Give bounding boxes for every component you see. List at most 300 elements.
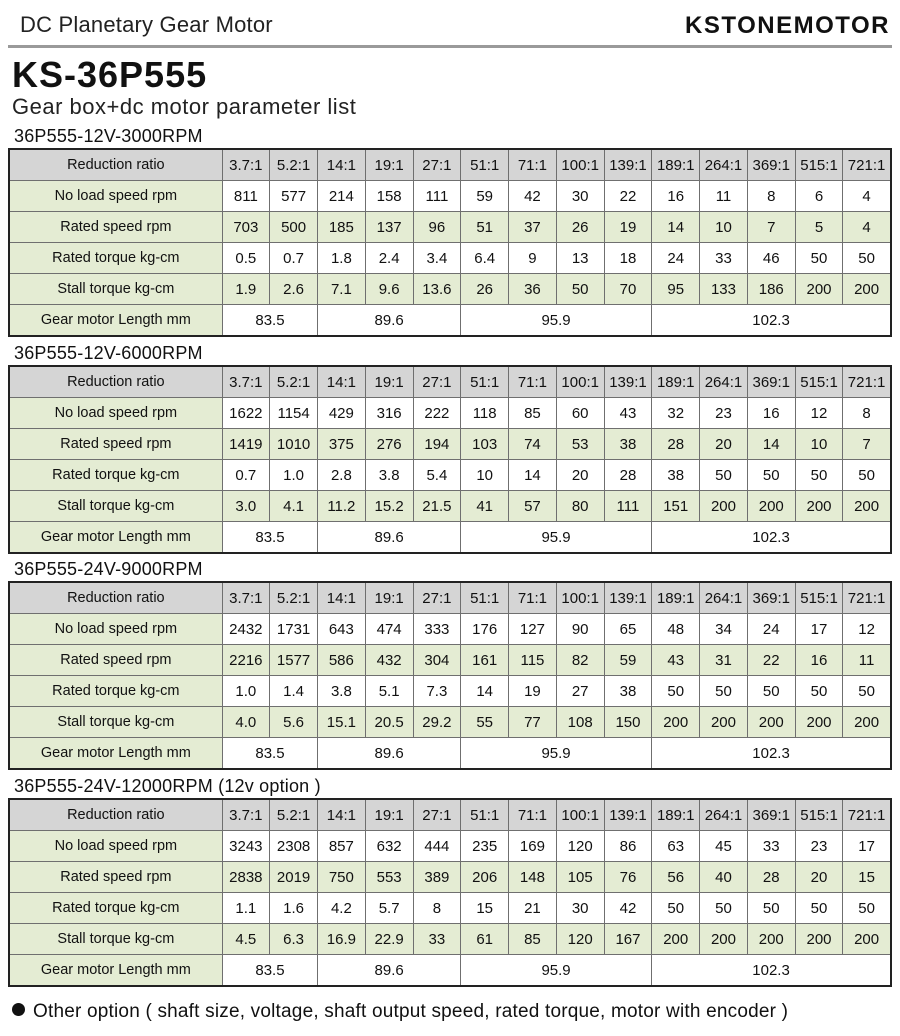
ratio-row — [9, 582, 891, 614]
ratio-row — [9, 149, 891, 181]
length-cell: 102.3 — [652, 305, 891, 337]
table-title: 36P555-12V-3000RPM — [14, 126, 203, 146]
value-cell: 50 — [795, 243, 842, 274]
ratio-cell: 139:1 — [604, 582, 651, 614]
value-cell: 643 — [318, 614, 365, 645]
row-label: Gear motor Length mm — [9, 955, 222, 987]
value-cell: 33 — [747, 831, 795, 862]
value-cell: 42 — [604, 893, 651, 924]
ratio-cell: 5.2:1 — [269, 366, 317, 398]
value-cell: 43 — [652, 645, 700, 676]
row-label: Gear motor Length mm — [9, 522, 222, 554]
table-title: 36P555-12V-6000RPM — [14, 343, 203, 363]
value-cell: 2216 — [222, 645, 269, 676]
value-cell: 276 — [365, 429, 413, 460]
value-cell: 50 — [747, 893, 795, 924]
value-cell: 185 — [318, 212, 365, 243]
value-cell: 200 — [700, 924, 747, 955]
value-cell: 80 — [556, 491, 604, 522]
page-subtitle: Gear box+dc motor parameter list — [12, 94, 357, 119]
value-cell: 50 — [700, 676, 747, 707]
value-cell: 0.7 — [222, 460, 269, 491]
category-title: DC Planetary Gear Motor — [20, 12, 273, 37]
value-cell: 577 — [269, 181, 317, 212]
value-cell: 23 — [700, 398, 747, 429]
value-cell: 16 — [795, 645, 842, 676]
ratio-cell: 3.7:1 — [222, 366, 269, 398]
stall-torque-row — [9, 491, 891, 522]
value-cell: 20.5 — [365, 707, 413, 738]
length-row — [9, 738, 891, 770]
value-cell: 3.4 — [413, 243, 460, 274]
rated-speed-row — [9, 212, 891, 243]
value-cell: 161 — [461, 645, 509, 676]
spec-table — [8, 798, 892, 987]
ratio-cell: 189:1 — [652, 149, 700, 181]
value-cell: 1.8 — [318, 243, 365, 274]
value-cell: 3.8 — [318, 676, 365, 707]
table-title: 36P555-24V-12000RPM (12v option ) — [14, 776, 321, 796]
value-cell: 50 — [843, 893, 891, 924]
value-cell: 28 — [747, 862, 795, 893]
ratio-cell: 51:1 — [461, 149, 509, 181]
value-cell: 6.3 — [269, 924, 317, 955]
value-cell: 1622 — [222, 398, 269, 429]
value-cell: 10 — [461, 460, 509, 491]
ratio-cell: 721:1 — [843, 149, 891, 181]
ratio-cell: 71:1 — [509, 366, 556, 398]
value-cell: 553 — [365, 862, 413, 893]
value-cell: 36 — [509, 274, 556, 305]
value-cell: 19 — [604, 212, 651, 243]
value-cell: 200 — [747, 491, 795, 522]
row-label: Rated torque kg-cm — [9, 676, 222, 707]
value-cell: 50 — [652, 893, 700, 924]
ratio-cell: 189:1 — [652, 366, 700, 398]
value-cell: 4 — [843, 212, 891, 243]
ratio-cell: 721:1 — [843, 582, 891, 614]
ratio-cell: 71:1 — [509, 582, 556, 614]
value-cell: 1.0 — [222, 676, 269, 707]
value-cell: 60 — [556, 398, 604, 429]
value-cell: 3.8 — [365, 460, 413, 491]
value-cell: 8 — [747, 181, 795, 212]
value-cell: 24 — [747, 614, 795, 645]
value-cell: 20 — [556, 460, 604, 491]
value-cell: 59 — [604, 645, 651, 676]
value-cell: 1154 — [269, 398, 317, 429]
value-cell: 200 — [795, 924, 842, 955]
ratio-cell: 369:1 — [747, 799, 795, 831]
spec-table — [8, 148, 892, 337]
value-cell: 38 — [604, 429, 651, 460]
value-cell: 10 — [795, 429, 842, 460]
row-label: Reduction ratio — [9, 799, 222, 831]
length-row — [9, 522, 891, 554]
value-cell: 21 — [509, 893, 556, 924]
value-cell: 4.5 — [222, 924, 269, 955]
value-cell: 33 — [413, 924, 460, 955]
value-cell: 586 — [318, 645, 365, 676]
value-cell: 50 — [700, 460, 747, 491]
row-label: Rated speed rpm — [9, 862, 222, 893]
row-label: Rated torque kg-cm — [9, 460, 222, 491]
value-cell: 22.9 — [365, 924, 413, 955]
value-cell: 50 — [700, 893, 747, 924]
value-cell: 222 — [413, 398, 460, 429]
value-cell: 103 — [461, 429, 509, 460]
value-cell: 474 — [365, 614, 413, 645]
stall-torque-row — [9, 274, 891, 305]
value-cell: 169 — [509, 831, 556, 862]
model-title: KS-36P555 — [12, 54, 208, 95]
value-cell: 40 — [700, 862, 747, 893]
value-cell: 120 — [556, 924, 604, 955]
value-cell: 15 — [843, 862, 891, 893]
no-load-speed-row — [9, 831, 891, 862]
ratio-cell: 100:1 — [556, 366, 604, 398]
value-cell: 14 — [461, 676, 509, 707]
value-cell: 51 — [461, 212, 509, 243]
value-cell: 50 — [556, 274, 604, 305]
spec-table — [8, 365, 892, 554]
ratio-cell: 19:1 — [365, 366, 413, 398]
value-cell: 45 — [700, 831, 747, 862]
ratio-cell: 721:1 — [843, 799, 891, 831]
stall-torque-row — [9, 924, 891, 955]
rated-torque-row — [9, 460, 891, 491]
value-cell: 4.2 — [318, 893, 365, 924]
value-cell: 20 — [795, 862, 842, 893]
ratio-cell: 515:1 — [795, 366, 842, 398]
value-cell: 26 — [556, 212, 604, 243]
value-cell: 76 — [604, 862, 651, 893]
value-cell: 389 — [413, 862, 460, 893]
value-cell: 111 — [413, 181, 460, 212]
value-cell: 1.0 — [269, 460, 317, 491]
value-cell: 632 — [365, 831, 413, 862]
ratio-cell: 264:1 — [700, 149, 747, 181]
spec-section — [8, 341, 892, 554]
value-cell: 8 — [843, 398, 891, 429]
value-cell: 200 — [843, 274, 891, 305]
value-cell: 333 — [413, 614, 460, 645]
row-label: Reduction ratio — [9, 366, 222, 398]
value-cell: 30 — [556, 893, 604, 924]
length-cell: 83.5 — [222, 305, 318, 337]
value-cell: 1.6 — [269, 893, 317, 924]
value-cell: 304 — [413, 645, 460, 676]
value-cell: 48 — [652, 614, 700, 645]
value-cell: 444 — [413, 831, 460, 862]
value-cell: 30 — [556, 181, 604, 212]
value-cell: 50 — [795, 676, 842, 707]
value-cell: 214 — [318, 181, 365, 212]
value-cell: 11 — [843, 645, 891, 676]
value-cell: 5.7 — [365, 893, 413, 924]
ratio-cell: 100:1 — [556, 799, 604, 831]
value-cell: 14 — [509, 460, 556, 491]
ratio-cell: 369:1 — [747, 582, 795, 614]
ratio-cell: 71:1 — [509, 799, 556, 831]
value-cell: 158 — [365, 181, 413, 212]
value-cell: 14 — [747, 429, 795, 460]
value-cell: 38 — [604, 676, 651, 707]
value-cell: 118 — [461, 398, 509, 429]
row-label: No load speed rpm — [9, 614, 222, 645]
row-label: Stall torque kg-cm — [9, 274, 222, 305]
bullet-icon — [12, 1003, 25, 1016]
ratio-cell: 369:1 — [747, 149, 795, 181]
value-cell: 31 — [700, 645, 747, 676]
value-cell: 29.2 — [413, 707, 460, 738]
value-cell: 90 — [556, 614, 604, 645]
ratio-cell: 5.2:1 — [269, 149, 317, 181]
row-label: Rated speed rpm — [9, 212, 222, 243]
ratio-cell: 27:1 — [413, 582, 460, 614]
value-cell: 38 — [652, 460, 700, 491]
value-cell: 28 — [604, 460, 651, 491]
ratio-cell: 3.7:1 — [222, 582, 269, 614]
value-cell: 6.4 — [461, 243, 509, 274]
value-cell: 200 — [747, 707, 795, 738]
footer-note — [12, 1001, 788, 1023]
row-label: Stall torque kg-cm — [9, 707, 222, 738]
row-label: Rated torque kg-cm — [9, 243, 222, 274]
value-cell: 50 — [747, 460, 795, 491]
value-cell: 127 — [509, 614, 556, 645]
value-cell: 12 — [795, 398, 842, 429]
value-cell: 19 — [509, 676, 556, 707]
value-cell: 41 — [461, 491, 509, 522]
ratio-cell: 51:1 — [461, 366, 509, 398]
length-cell: 89.6 — [318, 955, 461, 987]
length-cell: 102.3 — [652, 522, 891, 554]
rated-speed-row — [9, 862, 891, 893]
value-cell: 1.1 — [222, 893, 269, 924]
value-cell: 15.2 — [365, 491, 413, 522]
value-cell: 53 — [556, 429, 604, 460]
row-label: Stall torque kg-cm — [9, 924, 222, 955]
value-cell: 200 — [652, 924, 700, 955]
value-cell: 10 — [700, 212, 747, 243]
value-cell: 500 — [269, 212, 317, 243]
footer-text: Other option ( shaft size, voltage, shaft output speed, rated torque, motor with encoder ) — [33, 1001, 789, 1022]
row-label: Rated speed rpm — [9, 645, 222, 676]
value-cell: 26 — [461, 274, 509, 305]
value-cell: 46 — [747, 243, 795, 274]
value-cell: 65 — [604, 614, 651, 645]
value-cell: 95 — [652, 274, 700, 305]
value-cell: 15.1 — [318, 707, 365, 738]
ratio-cell: 19:1 — [365, 799, 413, 831]
length-cell: 89.6 — [318, 305, 461, 337]
value-cell: 133 — [700, 274, 747, 305]
value-cell: 74 — [509, 429, 556, 460]
value-cell: 3243 — [222, 831, 269, 862]
ratio-cell: 189:1 — [652, 799, 700, 831]
value-cell: 120 — [556, 831, 604, 862]
length-cell: 83.5 — [222, 738, 318, 770]
ratio-cell: 5.2:1 — [269, 799, 317, 831]
ratio-cell: 14:1 — [318, 366, 365, 398]
length-cell: 95.9 — [461, 305, 652, 337]
length-cell: 102.3 — [652, 738, 891, 770]
spec-section — [8, 774, 892, 987]
row-label: Gear motor Length mm — [9, 738, 222, 770]
value-cell: 27 — [556, 676, 604, 707]
value-cell: 1419 — [222, 429, 269, 460]
value-cell: 86 — [604, 831, 651, 862]
ratio-cell: 51:1 — [461, 582, 509, 614]
ratio-cell: 27:1 — [413, 149, 460, 181]
value-cell: 50 — [795, 460, 842, 491]
ratio-cell: 264:1 — [700, 366, 747, 398]
row-label: Rated torque kg-cm — [9, 893, 222, 924]
length-cell: 102.3 — [652, 955, 891, 987]
length-cell: 95.9 — [461, 738, 652, 770]
value-cell: 7 — [843, 429, 891, 460]
value-cell: 9.6 — [365, 274, 413, 305]
value-cell: 1.9 — [222, 274, 269, 305]
value-cell: 42 — [509, 181, 556, 212]
value-cell: 111 — [604, 491, 651, 522]
value-cell: 20 — [700, 429, 747, 460]
value-cell: 4 — [843, 181, 891, 212]
value-cell: 13.6 — [413, 274, 460, 305]
ratio-cell: 19:1 — [365, 582, 413, 614]
value-cell: 200 — [700, 491, 747, 522]
value-cell: 1731 — [269, 614, 317, 645]
value-cell: 429 — [318, 398, 365, 429]
value-cell: 375 — [318, 429, 365, 460]
value-cell: 150 — [604, 707, 651, 738]
spec-table — [8, 581, 892, 770]
value-cell: 200 — [747, 924, 795, 955]
no-load-speed-row — [9, 181, 891, 212]
row-label: Gear motor Length mm — [9, 305, 222, 337]
value-cell: 194 — [413, 429, 460, 460]
value-cell: 6 — [795, 181, 842, 212]
value-cell: 4.1 — [269, 491, 317, 522]
length-cell: 95.9 — [461, 522, 652, 554]
ratio-row — [9, 366, 891, 398]
value-cell: 176 — [461, 614, 509, 645]
value-cell: 50 — [843, 243, 891, 274]
row-label: Rated speed rpm — [9, 429, 222, 460]
row-label: Reduction ratio — [9, 582, 222, 614]
value-cell: 34 — [700, 614, 747, 645]
ratio-cell: 71:1 — [509, 149, 556, 181]
ratio-cell: 14:1 — [318, 799, 365, 831]
value-cell: 1.4 — [269, 676, 317, 707]
value-cell: 50 — [747, 676, 795, 707]
ratio-cell: 100:1 — [556, 582, 604, 614]
ratio-cell: 14:1 — [318, 582, 365, 614]
table-title: 36P555-24V-9000RPM — [14, 559, 203, 579]
length-cell: 83.5 — [222, 522, 318, 554]
ratio-cell: 721:1 — [843, 366, 891, 398]
value-cell: 13 — [556, 243, 604, 274]
value-cell: 50 — [843, 676, 891, 707]
value-cell: 15 — [461, 893, 509, 924]
stall-torque-row — [9, 707, 891, 738]
value-cell: 17 — [795, 614, 842, 645]
length-cell: 83.5 — [222, 955, 318, 987]
ratio-cell: 3.7:1 — [222, 149, 269, 181]
value-cell: 200 — [652, 707, 700, 738]
value-cell: 33 — [700, 243, 747, 274]
value-cell: 1577 — [269, 645, 317, 676]
value-cell: 11 — [700, 181, 747, 212]
value-cell: 108 — [556, 707, 604, 738]
value-cell: 316 — [365, 398, 413, 429]
value-cell: 206 — [461, 862, 509, 893]
value-cell: 200 — [700, 707, 747, 738]
rated-torque-row — [9, 893, 891, 924]
length-cell: 89.6 — [318, 522, 461, 554]
value-cell: 12 — [843, 614, 891, 645]
value-cell: 0.7 — [269, 243, 317, 274]
value-cell: 50 — [652, 676, 700, 707]
no-load-speed-row — [9, 614, 891, 645]
value-cell: 2.4 — [365, 243, 413, 274]
ratio-cell: 100:1 — [556, 149, 604, 181]
value-cell: 2838 — [222, 862, 269, 893]
ratio-cell: 515:1 — [795, 582, 842, 614]
value-cell: 137 — [365, 212, 413, 243]
value-cell: 24 — [652, 243, 700, 274]
no-load-speed-row — [9, 398, 891, 429]
value-cell: 200 — [843, 491, 891, 522]
value-cell: 22 — [604, 181, 651, 212]
length-cell: 89.6 — [318, 738, 461, 770]
ratio-cell: 515:1 — [795, 149, 842, 181]
value-cell: 21.5 — [413, 491, 460, 522]
rated-speed-row — [9, 645, 891, 676]
ratio-cell: 19:1 — [365, 149, 413, 181]
value-cell: 200 — [843, 707, 891, 738]
value-cell: 105 — [556, 862, 604, 893]
value-cell: 9 — [509, 243, 556, 274]
ratio-cell: 189:1 — [652, 582, 700, 614]
value-cell: 85 — [509, 398, 556, 429]
row-label: No load speed rpm — [9, 398, 222, 429]
value-cell: 200 — [795, 274, 842, 305]
spec-section — [8, 124, 892, 337]
value-cell: 811 — [222, 181, 269, 212]
ratio-cell: 27:1 — [413, 799, 460, 831]
ratio-cell: 27:1 — [413, 366, 460, 398]
value-cell: 115 — [509, 645, 556, 676]
value-cell: 0.5 — [222, 243, 269, 274]
value-cell: 703 — [222, 212, 269, 243]
value-cell: 37 — [509, 212, 556, 243]
value-cell: 16.9 — [318, 924, 365, 955]
value-cell: 7.1 — [318, 274, 365, 305]
value-cell: 85 — [509, 924, 556, 955]
value-cell: 17 — [843, 831, 891, 862]
row-label: No load speed rpm — [9, 831, 222, 862]
value-cell: 2308 — [269, 831, 317, 862]
value-cell: 18 — [604, 243, 651, 274]
value-cell: 50 — [795, 893, 842, 924]
ratio-cell: 139:1 — [604, 799, 651, 831]
value-cell: 432 — [365, 645, 413, 676]
value-cell: 22 — [747, 645, 795, 676]
value-cell: 5 — [795, 212, 842, 243]
value-cell: 3.0 — [222, 491, 269, 522]
